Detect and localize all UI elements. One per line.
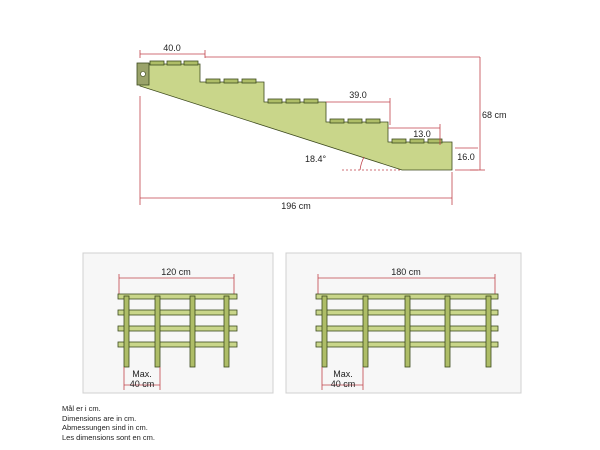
front-view-small xyxy=(83,253,273,393)
note-line: Les dimensions sont en cm. xyxy=(62,432,155,442)
dim-tread-depth: 39.0 xyxy=(349,90,367,100)
dim-rise: 13.0 xyxy=(413,129,431,139)
dimension-notes xyxy=(62,404,155,442)
dim-max-small-1: Max. xyxy=(132,369,152,379)
dim-step-height: 16.0 xyxy=(457,152,475,162)
dim-max-large-1: Max. xyxy=(333,369,353,379)
stair-stringer xyxy=(138,64,452,170)
dim-width-large: 180 cm xyxy=(391,267,421,277)
dim-width-small: 120 cm xyxy=(161,267,191,277)
dim-max-large-2: 40 cm xyxy=(330,379,356,389)
front-view-large xyxy=(286,253,521,393)
note-line: Abmessungen sind in cm. xyxy=(62,423,148,432)
bracket-bolt-icon xyxy=(141,72,146,77)
dim-angle: 18.4° xyxy=(305,154,327,164)
note-line: Dimensions are in cm. xyxy=(62,413,137,423)
note-line: Mål er i cm. xyxy=(62,404,101,413)
dim-total-length: 196 cm xyxy=(281,201,311,211)
side-view xyxy=(137,43,507,211)
dim-top-width: 40.0 xyxy=(163,43,181,53)
dim-max-small-2: 40 cm xyxy=(129,379,155,389)
dim-total-height: 68 cm xyxy=(482,110,507,120)
